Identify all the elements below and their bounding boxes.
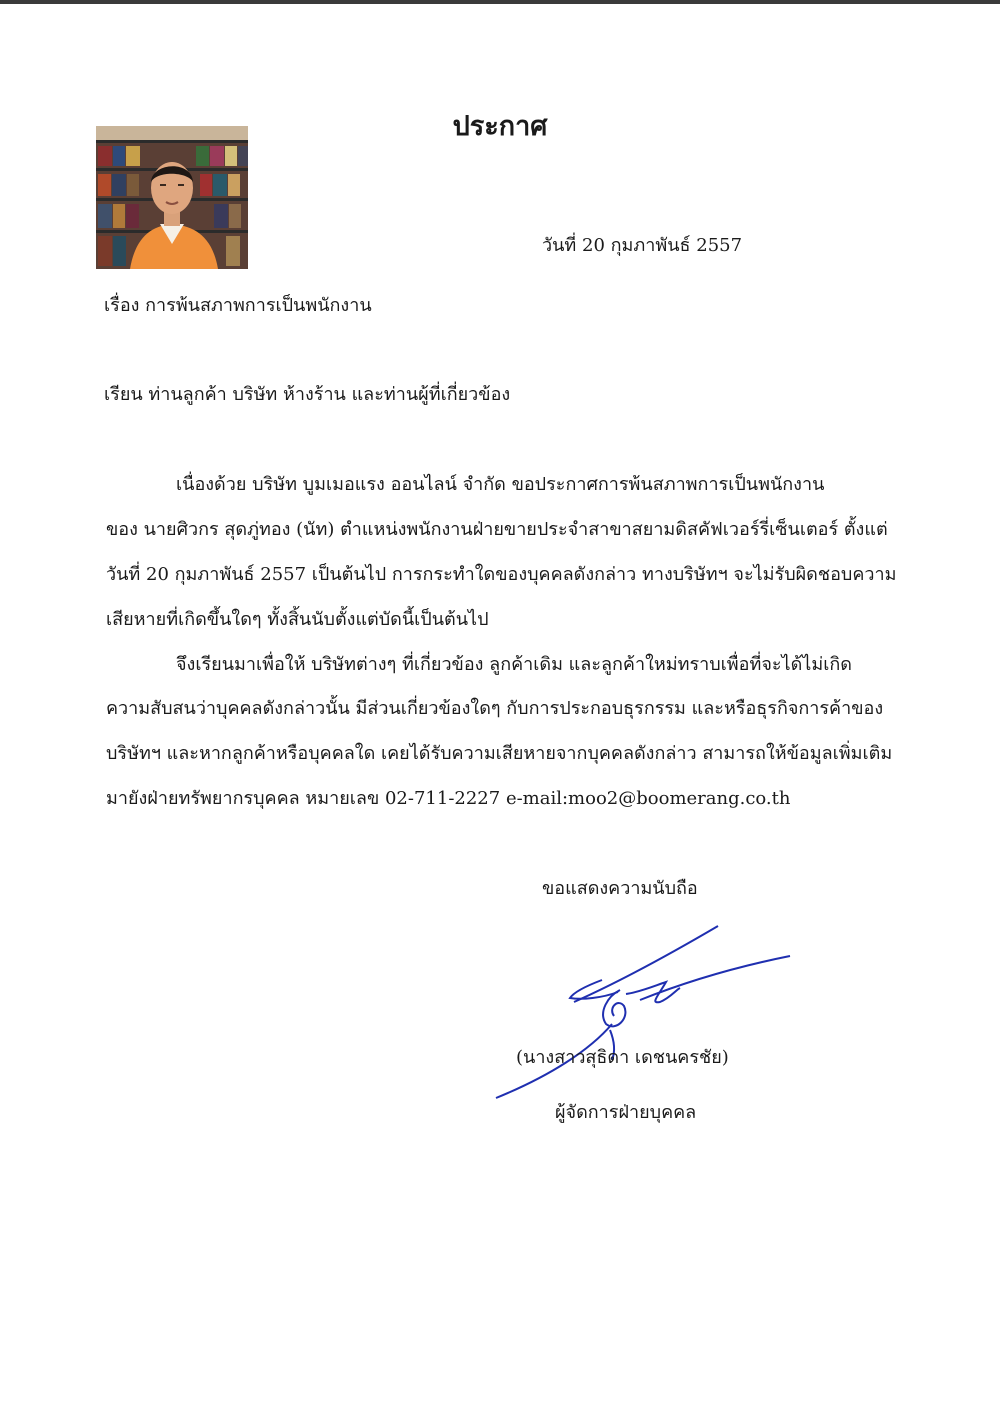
subject-line: เรื่อง การพ้นสภาพการเป็นพนักงาน	[104, 295, 372, 316]
salutation-line: เรียน ท่านลูกค้า บริษัท ห้างร้าน และท่านผู้ที่เกี่ยวข้อง	[104, 384, 511, 405]
paragraph1-line2: ของ นายศิวกร สุดภู่ทอง (นัท) ตำแหน่งพนักงานฝ่ายขายประจำสาขาสยามดิสคัฟเวอร์รี่เซ็นเตอร์ ตั้งแต่	[106, 519, 888, 540]
announcement-date: วันที่ 20 กุมภาพันธ์ 2557	[542, 235, 743, 256]
employee-photo	[96, 126, 248, 269]
paragraph2-line2: ความสับสนว่าบุคคลดังกล่าวนั้น มีส่วนเกี่ยวข้องใดๆ กับการประกอบธุรกรรม และหรือธุรกิจการค้าของ	[106, 698, 884, 719]
paragraph1-line4: เสียหายที่เกิดขึ้นใดๆ ทั้งสิ้นนับตั้งแต่บัดนี้เป็นต้นไป	[106, 609, 489, 630]
scan-top-edge	[0, 0, 1000, 4]
paragraph2-line1: จึงเรียนมาเพื่อให้ บริษัทต่างๆ ที่เกี่ยวข้อง ลูกค้าเดิม และลูกค้าใหม่ทราบเพื่อที่จะได้ไม่เกิด	[176, 654, 852, 675]
paragraph1-line1: เนื่องด้วย บริษัท บูมเมอแรง ออนไลน์ จำกัด ขอประกาศการพ้นสภาพการเป็นพนักงาน	[176, 474, 825, 495]
handwritten-signature	[490, 920, 800, 1100]
paragraph2-line3: บริษัทฯ และหากลูกค้าหรือบุคคลใด เคยได้รับความเสียหายจากบุคคลดังกล่าว สามารถให้ข้อมูลเพิ่มเติม	[106, 743, 893, 764]
announcement-title: ประกาศ	[452, 111, 548, 142]
closing-line: ขอแสดงความนับถือ	[542, 878, 698, 899]
signer-name: (นางสาวสุธิดา เดชนครชัย)	[516, 1047, 729, 1068]
signer-position: ผู้จัดการฝ่ายบุคคล	[555, 1102, 697, 1123]
paragraph2-line4: มายังฝ่ายทรัพยากรบุคคล หมายเลข 02-711-2227 e-mail:moo2@boomerang.co.th	[106, 788, 791, 809]
paragraph1-line3: วันที่ 20 กุมภาพันธ์ 2557 เป็นต้นไป การกระทำใดของบุคคลดังกล่าว ทางบริษัทฯ จะไม่รับผิดชอบความ	[106, 564, 897, 585]
